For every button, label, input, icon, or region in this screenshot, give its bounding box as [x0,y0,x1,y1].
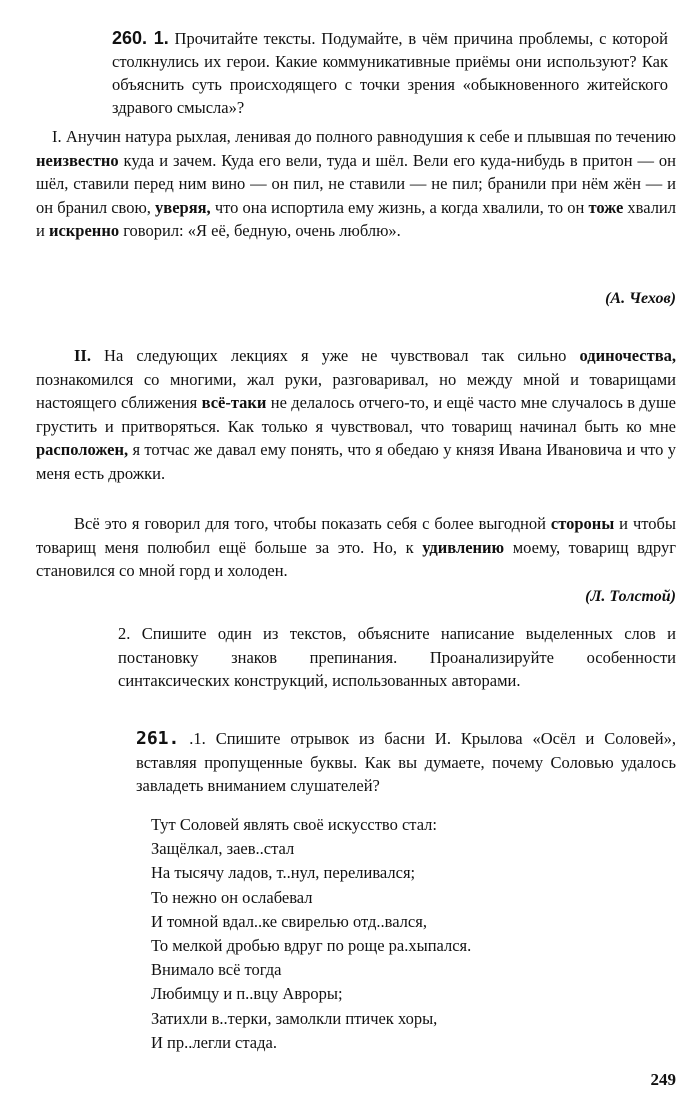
text-2-bold-1: одиночества, [579,346,676,365]
text-2-run-2: познакомился со многими, жал руки, разговаривал, но между мной и товарищами настоящего сближения [36,369,676,412]
text-1-author: (А. Чехов) [605,290,676,307]
text-2-run-6: и чтобы товарищ меня полюбил ещё больше за это. Но, к [36,514,676,557]
task-261-number: 261. [136,728,180,749]
text-1-run-3: что она испортила ему жизнь, а когда хвалили, то он [210,197,589,217]
text-2-bold-6: удивлению [422,537,505,557]
text-2-bold-5: стороны [550,514,615,533]
poem-line: И томной вдал..ке свирелью отд..вался, [151,911,427,931]
text-2-author: (Л. Толстой) [585,588,676,605]
poem-line: Внимало всё тогда [151,960,282,980]
poem-excerpt [151,813,471,1055]
text-1-bold-3: тоже [588,197,624,217]
poem-line: Тут Соловей являть своё искусство стал: [151,815,438,834]
text-1-run-2: куда и зачем. Куда его вели, туда и шёл. Вели его куда-нибудь в притон — он шёл, ставили перед ним вино — он пил, не ставили — не пил; бранили при нём жён — и он бранил свою, [36,150,676,217]
text-1-bold-2: уверяя, [155,197,211,217]
text-1-bold-4: искренно [48,221,120,240]
poem-line: Защёлкал, заев..стал [151,839,295,859]
text-2-bold-3: расположен, [36,440,129,459]
text-2-run-7: моему, товарищ вдруг становился со мной горд и холоден. [36,537,676,580]
text-2-run-5: Всё это я говорил для того, чтобы показать себя с более выгодной [74,514,551,533]
task-260-prompt [112,27,668,119]
text-1-paragraph [36,125,676,243]
poem-line: Затихли в..терки, замолкли птичек хоры, [151,1008,438,1028]
text-2-paragraph-1 [36,344,676,485]
page-number: 249 [650,1070,676,1089]
poem-line: То мелкой дробью вдруг по роще ра.хыпался. [151,936,472,956]
task-261-prompt [136,727,676,798]
text-2-run-3: не делалось отчего-то, и ещё часто мне случалось в душе грустить и притворяться. Как только я чувствовал, что товарищ начинал быть ко мне [36,393,676,436]
text-2-numeral: II. [74,346,91,365]
task-260-number: 260. 1. [112,28,169,48]
text-1-bold-1: неизвестно [36,150,119,170]
text-1-run-5: говорил: «Я её, бедную, очень люблю». [119,221,401,240]
task-260-prompt-text: Прочитайте тексты. Подумайте, в чём причина проблемы, с которой столкнулись их герои. Какие коммуникативные приёмы они используют? Как объяснить суть происходящего с точки зрения «обыкновенного житейского здравого смысла»? [112,29,669,117]
text-2-paragraph-2 [36,512,676,583]
poem-line: То нежно он ослабевал [151,887,313,907]
text-2-run-4: я тотчас же давал ему понять, что я обедаю у князя Ивана Ивановича и что у меня есть дрожки. [36,440,676,483]
text-1-run-4: хвалил и [36,197,676,240]
poem-line: И пр..легли стада. [151,1032,277,1052]
text-2-bold-2: всё-таки [201,393,267,412]
poem-line: На тысячу ладов, т..нул, переливался; [151,863,416,883]
text-2-run-1: На следующих лекциях я уже не чувствовал так сильно [90,346,580,365]
task-260-item-2: 2. Спишите один из текстов, объясните написание выделенных слов и постановку знаков препинания. Проанализируйте особенности синтаксических конструкций, использованных авторами. [118,624,676,690]
text-1-numeral: I. [52,127,62,146]
text-1-run-1: Анучин натура рыхлая, ленивая до полного равнодушия к себе и плывшая по течению [61,127,676,146]
task-261-prompt-text: .1. Спишите отрывок из басни И. Крылова «Осёл и Соловей», вставляя пропущенные буквы. Как вы думаете, почему Соловью удалось завладеть вниманием слушателей? [136,729,676,795]
poem-line: Любимцу и п..вцу Авроры; [151,984,343,1004]
